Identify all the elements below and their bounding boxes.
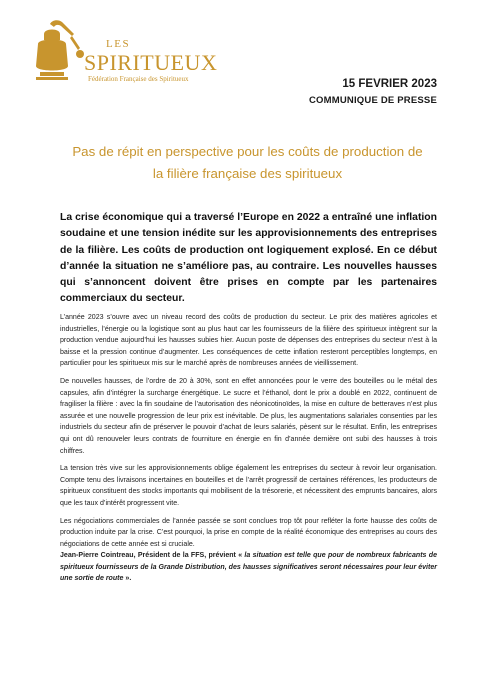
alembic-logo-icon xyxy=(28,14,88,86)
quote-end: ». xyxy=(123,575,132,583)
paragraph-2: De nouvelles hausses, de l’ordre de 20 à 30%, sont en effet annoncées pour le verre des bouteilles ou le métal des capsules, afin d’intégrer la surcharge énergétique. Le sucre et l’éthanol, dont le prix a doublé en 2022, continuent de fragiliser la filière : avec la fin soudaine de l’autorisation des néonicotinoïdes, la mise en culture de betteraves n’est plus assurée et une nouvelle progression de leur prix est inévitable. De plus, les augmentations salariales consenties par les industriels du secteur afin de préserver le pouvoir d’achat de leurs salariés, pèsent sur le résultat. Enfin, les entreprises qui ont dû renouveler leurs contrats de fourniture en énergie en fin d’année dernière ont subi des hausses à trois chiffres. xyxy=(60,377,437,455)
logo-les: LES xyxy=(106,38,131,50)
title-line-2: la filière française des spiritueux xyxy=(152,166,343,181)
body-text xyxy=(60,312,437,591)
logo-name: SPIRITUEUX xyxy=(84,50,218,75)
release-title xyxy=(50,141,445,185)
quote-speaker: Jean-Pierre Cointreau, Président de la FFS, prévient « xyxy=(60,552,245,560)
paragraph-1: L’année 2023 s’ouvre avec un niveau record des coûts de production du secteur. Le prix des matières agricoles et industrielles, l’énergie ou la logistique sont au plus haut car les fournisseurs de la filière des spiritueux intègrent sur la production vendue aujourd’hui les hausses subies hier. Aucun poste de dépenses des entreprises du secteur n’est à la baisse et la pression continue d’augmenter. Les conséquences de cette inflation resteront perceptibles longtemps, en particulier pour les spiritueux mis sur le marché après de nombreuses années de vieillissement. xyxy=(60,314,437,368)
release-date: 15 FEVRIER 2023 xyxy=(342,78,437,90)
logo-subtitle: Fédération Française des Spiritueux xyxy=(88,75,189,83)
quote-paragraph xyxy=(60,550,437,585)
paragraph-3: La tension très vive sur les approvisionnements oblige également les entreprises du secteur à revoir leur organisation. Compte tenu des livraisons incertaines en bouteilles et de l’arrêt progressif de certaines références, les producteurs de spiritueux constituent des stocks importants qui mobilisent de la trésorerie, et nécessitent des emprunts bancaires, alors que les taux d’intérêt progressent vite. xyxy=(60,465,437,507)
quote-text: la situation est telle que pour de nombreux fabricants de spiritueux fournisseurs de la Grande Distribution, des hausses significatives seront nécessaires pour leur éviter une sortie de route xyxy=(60,552,437,583)
ffs-logo xyxy=(28,14,218,86)
lead-paragraph: La crise économique qui a traversé l’Europe en 2022 a entraîné une inflation soudaine et une tension inédite sur les approvisionnements des entreprises de la filière. Les coûts de production ont logiquement explosé. En ce début d’année la situation ne s’améliore pas, au contraire. Les nouvelles hausses qui s’annoncent doivent être prises en compte par les partenaires commerciaux du secteur. xyxy=(60,212,437,305)
paragraph-4: Les négociations commerciales de l’année passée se sont conclues trop tôt pour refléter la forte hausse des coûts de production induite par la crise. C’est pourquoi, la prise en compte de la réalité économique des entreprises au cours des négociations de cette année est si cruciale. xyxy=(60,517,437,548)
title-line-1: Pas de répit en perspective pour les coûts de production de xyxy=(72,144,423,159)
release-kind: COMMUNIQUE DE PRESSE xyxy=(308,95,437,106)
